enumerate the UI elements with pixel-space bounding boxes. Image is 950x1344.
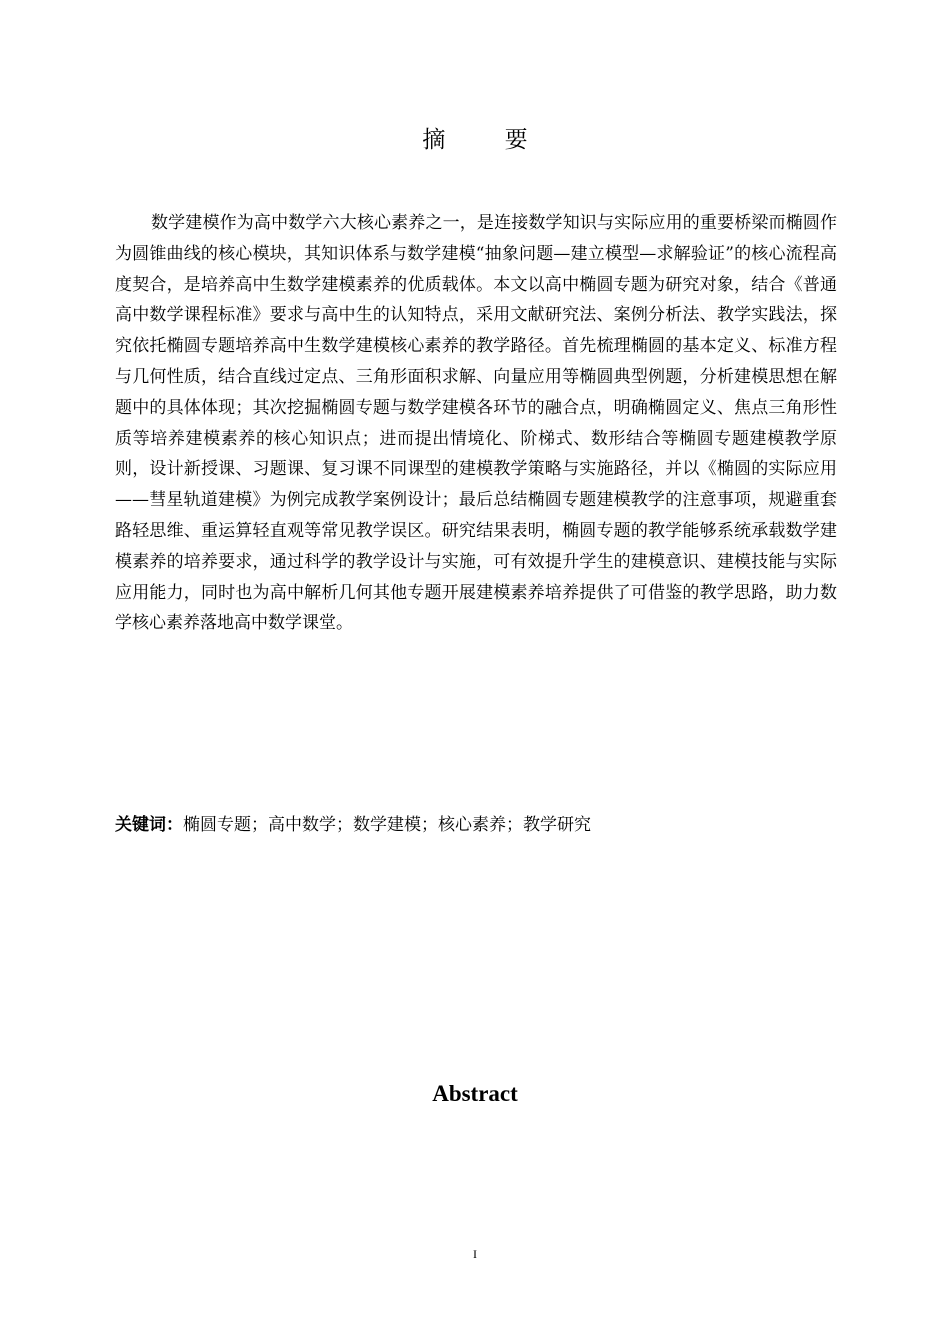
keywords-line bbox=[115, 810, 837, 840]
keywords-list: 椭圆专题；高中数学；数学建模；核心素养；教学研究 bbox=[183, 815, 591, 835]
keywords-label: 关键词： bbox=[115, 815, 183, 835]
abstract-title-en: Abstract bbox=[432, 1081, 518, 1106]
abstract-body-cn: 数学建模作为高中数学六大核心素养之一，是连接数学知识与实际应用的重要桥梁而椭圆作为圆锥曲线的核心模块，其知识体系与数学建模“抽象问题—建立模型—求解验证”的核心流程高度契合，是培养高中生数学建模素养的优质载体。本文以高中椭圆专题为研究对象，结合《普通高中数学课程标准》要求与高中生的认知特点，采用文献研究法、案例分析法、教学实践法，探究依托椭圆专题培养高中生数学建模核心素养的教学路径。首先梳理椭圆的基本定义、标准方程与几何性质，结合直线过定点、三角形面积求解、向量应用等椭圆典型例题，分析建模思想在解题中的具体体现；其次挖掘椭圆专题与数学建模各环节的融合点，明确椭圆定义、焦点三角形性质等培养建模素养的核心知识点；进而提出情境化、阶梯式、数形结合等椭圆专题建模教学原则，设计新授课、习题课、复习课不同课型的建模教学策略与实施路径，并以《椭圆的实际应用——彗星轨道建模》为例完成教学案例设计；最后总结椭圆专题建模教学的注意事项，规避重套路轻思维、重运算轻直观等常见教学误区。研究结果表明，椭圆专题的教学能够系统承载数学建模素养的培养要求，通过科学的教学设计与实施，可有效提升学生的建模意识、建模技能与实际应用能力，同时也为高中解析几何其他专题开展建模素养培养提供了可借鉴的教学思路，助力数学核心素养落地高中数学课堂。 bbox=[115, 213, 837, 634]
abstract-title-cn: 摘 要 bbox=[422, 127, 554, 153]
page-number: I bbox=[473, 1247, 477, 1261]
